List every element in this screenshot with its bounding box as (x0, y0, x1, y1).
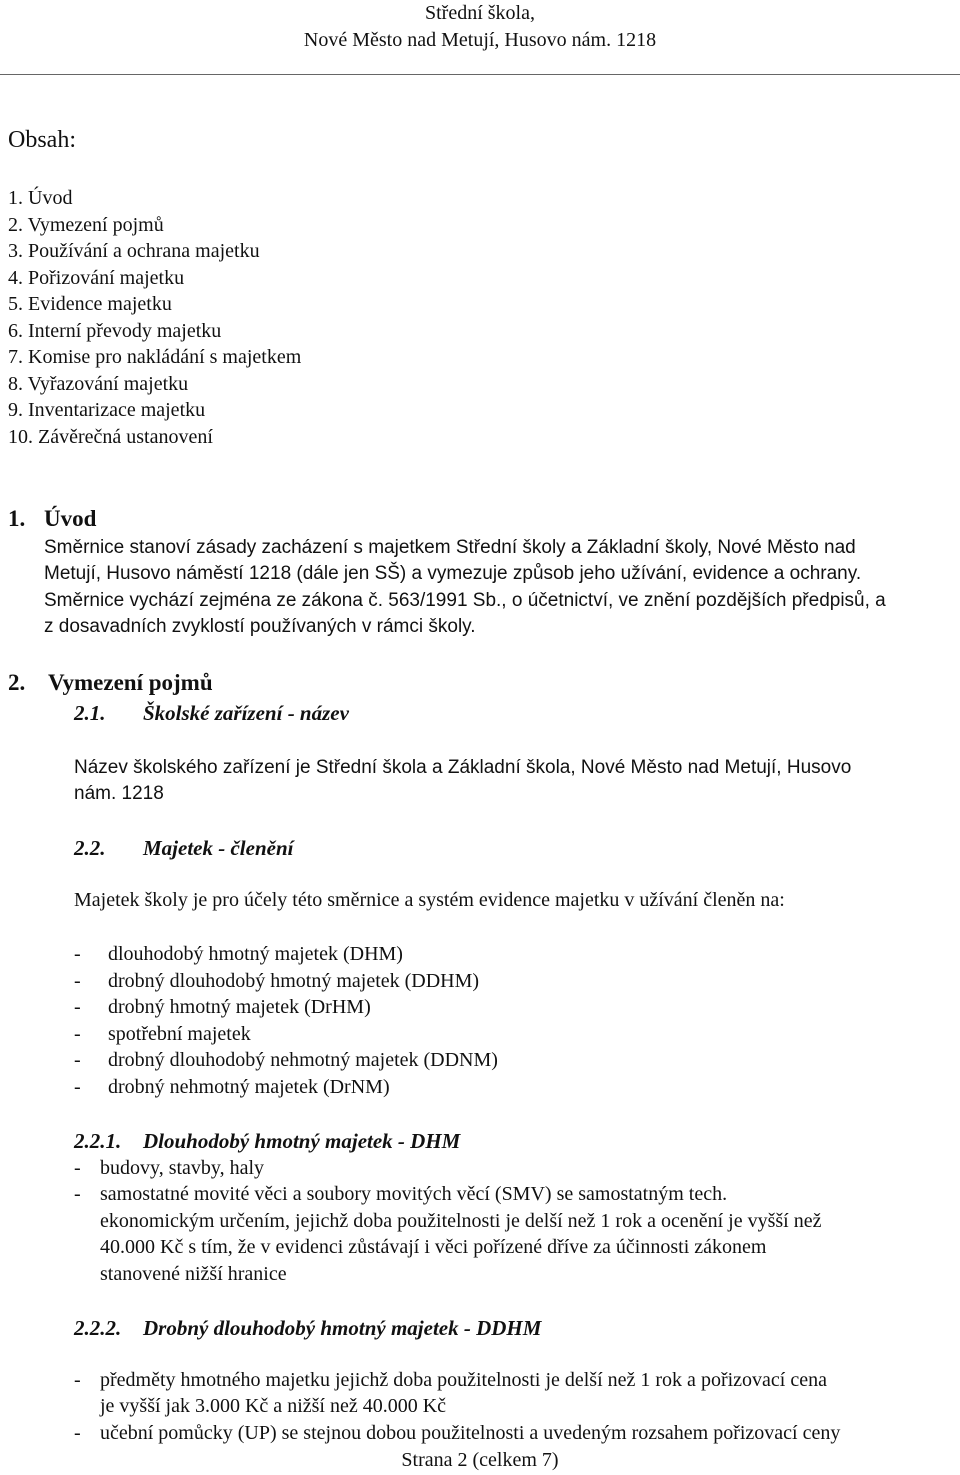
section-2-2-number: 2.2. (74, 836, 106, 860)
toc-item: 4. Pořizování majetku (8, 267, 185, 289)
toc-item: 6. Interní převody majetku (8, 320, 222, 342)
list-dash: - (74, 1369, 81, 1391)
section-2-1-text-line: nám. 1218 (74, 783, 164, 804)
header-address: Nové Město nad Metují, Husovo nám. 1218 (303, 29, 657, 51)
list-dash: - (74, 1157, 81, 1179)
toc-title: Obsah: (8, 127, 76, 153)
list-item: dlouhodobý hmotný majetek (DHM) (108, 943, 403, 965)
section-1-text-line: Metují, Husovo náměstí 1218 (dále jen SŠ) a vymezuje způsob jeho užívání, evidence a ochrany. (44, 563, 862, 584)
toc-item: 2. Vymezení pojmů (8, 214, 164, 236)
list-item-line: 40.000 Kč s tím, že v evidenci zůstávají i věci pořízené dříve za účinnosti zákonem (100, 1236, 767, 1258)
list-dash: - (74, 943, 81, 965)
list-item: učební pomůcky (UP) se stejnou dobou použitelnosti a uvedeným rozsahem pořizovací ceny (100, 1422, 841, 1444)
section-1-text-line: Směrnice stanoví zásady zacházení s majetkem Střední školy a Základní školy, Nové Město nad (44, 537, 856, 558)
section-2-1-text-line: Název školského zařízení je Střední škola a Základní škola, Nové Město nad Metují, Husovo (74, 757, 852, 778)
toc-item: 7. Komise pro nakládání s majetkem (8, 346, 302, 368)
section-2-2-2-number: 2.2.2. (74, 1316, 122, 1340)
section-2-2-1-number: 2.2.1. (74, 1129, 122, 1153)
header-school-name: Střední škola, (425, 2, 535, 24)
section-1-title: Úvod (44, 506, 97, 531)
page-number-footer: Strana 2 (celkem 7) (401, 1449, 559, 1471)
section-2-1-title: Školské zařízení - název (143, 701, 349, 725)
toc-item: 10. Závěrečná ustanovení (8, 426, 213, 448)
list-item-line: samostatné movité věci a soubory movitých věcí (SMV) se samostatným tech. (100, 1183, 728, 1205)
list-item-line: ekonomickým určením, jejichž doba použitelnosti je delší než 1 rok a ocenění je vyšší než (100, 1210, 822, 1232)
section-2-2-intro: Majetek školy je pro účely této směrnice a systém evidence majetku v užívání členěn na: (74, 889, 785, 911)
list-item-line: předměty hmotného majetku jejichž doba použitelnosti je delší než 1 rok a pořizovací cena (100, 1369, 827, 1391)
section-1-text-line: Směrnice vychází zejména ze zákona č. 563/1991 Sb., o účetnictví, ve znění pozdějších předpisů, a (44, 590, 886, 611)
toc-item: 1. Úvod (8, 187, 73, 209)
list-dash: - (74, 1023, 81, 1045)
list-item: spotřební majetek (108, 1023, 251, 1045)
list-dash: - (74, 970, 81, 992)
section-2-1-number: 2.1. (74, 701, 106, 725)
list-item: drobný hmotný majetek (DrHM) (108, 996, 371, 1018)
toc-item: 9. Inventarizace majetku (8, 399, 206, 421)
toc-item: 3. Používání a ochrana majetku (8, 240, 260, 262)
section-1-number: 1. (8, 506, 26, 531)
section-2-2-2-title: Drobný dlouhodobý hmotný majetek - DDHM (143, 1316, 542, 1340)
toc-item: 5. Evidence majetku (8, 293, 172, 315)
section-1-text-line: z dosavadních zvyklostí používaných v rámci školy. (44, 616, 476, 637)
section-2-2-title: Majetek - členění (143, 836, 294, 860)
list-dash: - (74, 1422, 81, 1444)
section-2-2-1-title: Dlouhodobý hmotný majetek - DHM (143, 1129, 461, 1153)
list-item: budovy, stavby, haly (100, 1157, 265, 1179)
list-item-line: je vyšší jak 3.000 Kč a nižší než 40.000 Kč (100, 1395, 447, 1417)
list-dash: - (74, 1049, 81, 1071)
list-dash: - (74, 1183, 81, 1205)
list-item: drobný dlouhodobý nehmotný majetek (DDNM) (108, 1049, 498, 1071)
list-dash: - (74, 1076, 81, 1098)
list-item: drobný nehmotný majetek (DrNM) (108, 1076, 390, 1098)
header-divider (0, 74, 960, 75)
section-2-number: 2. (8, 670, 26, 695)
list-item-line: stanovené nižší hranice (100, 1263, 287, 1285)
section-2-title: Vymezení pojmů (48, 670, 213, 695)
list-item: drobný dlouhodobý hmotný majetek (DDHM) (108, 970, 480, 992)
toc-item: 8. Vyřazování majetku (8, 373, 189, 395)
list-dash: - (74, 996, 81, 1018)
